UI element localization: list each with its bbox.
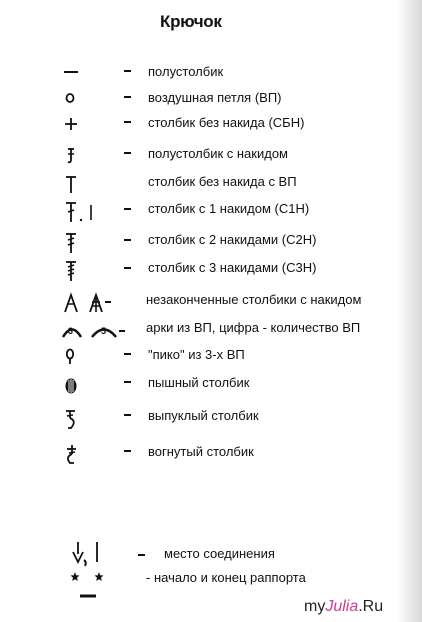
legend-row bbox=[0, 90, 422, 114]
footer-text: - начало и конец раппорта bbox=[146, 570, 306, 585]
legend-text: "пико" из 3-х ВП bbox=[148, 347, 245, 362]
legend-text: столбик с 1 накидом (С1Н) bbox=[148, 201, 310, 216]
picot-symbol-icon bbox=[62, 347, 116, 371]
separator-dash bbox=[124, 70, 131, 72]
legend-row bbox=[0, 201, 422, 225]
legend-text: незаконченные столбики с накидом bbox=[146, 292, 362, 307]
legend-row bbox=[0, 444, 422, 468]
legend-row bbox=[0, 347, 422, 371]
watermark-prefix: my bbox=[304, 598, 326, 615]
separator-dash bbox=[124, 121, 131, 123]
legend-row bbox=[0, 375, 422, 399]
separator-dash bbox=[124, 414, 131, 416]
footer-row bbox=[0, 540, 422, 564]
legend-row bbox=[0, 232, 422, 256]
separator-dash bbox=[124, 267, 131, 269]
arch-count-3: 3 bbox=[68, 326, 74, 336]
legend-row bbox=[0, 260, 422, 284]
back-post-symbol-icon bbox=[62, 444, 116, 468]
unfinished-stitch-symbol-icon bbox=[62, 292, 116, 316]
separator-dash bbox=[124, 381, 131, 383]
tr-symbol-icon bbox=[62, 232, 116, 256]
repeat-marks-symbol-icon bbox=[70, 570, 120, 604]
hook-t-symbol-icon bbox=[62, 146, 116, 170]
dtr-symbol-icon bbox=[62, 260, 116, 284]
footer-text: место соединения bbox=[164, 546, 275, 561]
watermark-accent: Julia bbox=[325, 598, 359, 615]
dash-symbol-icon bbox=[62, 64, 116, 88]
legend-row bbox=[0, 115, 422, 139]
separator-dash bbox=[124, 450, 131, 452]
separator-dash bbox=[124, 96, 131, 98]
arch-symbol-icon bbox=[62, 320, 116, 344]
legend-text: столбик без накида (СБН) bbox=[148, 115, 305, 130]
separator-dash bbox=[124, 152, 131, 154]
plus-symbol-icon bbox=[62, 115, 116, 139]
arch-count-5: 5 bbox=[101, 326, 107, 336]
separator-dash bbox=[124, 208, 131, 210]
t-symbol-icon bbox=[62, 174, 116, 198]
legend-text: арки из ВП, цифра - количество ВП bbox=[146, 320, 361, 335]
join-point-symbol-icon bbox=[70, 540, 130, 568]
legend-row bbox=[0, 64, 422, 88]
legend-text: выпуклый столбик bbox=[148, 408, 259, 423]
legend-text: воздушная петля (ВП) bbox=[148, 90, 282, 105]
watermark-suffix: .Ru bbox=[358, 598, 384, 615]
legend-row bbox=[0, 146, 422, 170]
legend-text: полустолбик с накидом bbox=[148, 146, 288, 161]
legend-text: столбик с 2 накидами (С2Н) bbox=[148, 232, 317, 247]
legend-text: пышный столбик bbox=[148, 375, 250, 390]
legend-row bbox=[0, 292, 422, 316]
legend-text: вогнутый столбик bbox=[148, 444, 254, 459]
watermark-logo bbox=[304, 598, 383, 616]
page-title: Крючок bbox=[160, 12, 222, 31]
separator-dash bbox=[124, 239, 131, 241]
separator-dash bbox=[124, 353, 131, 355]
legend-text: столбик с 3 накидами (С3Н) bbox=[148, 260, 317, 275]
separator-dash bbox=[138, 554, 145, 556]
circle-symbol-icon bbox=[62, 90, 116, 114]
legend-text: столбик без накида с ВП bbox=[148, 174, 297, 189]
legend-row bbox=[0, 408, 422, 432]
legend-row bbox=[0, 174, 422, 198]
legend-text: полустолбик bbox=[148, 64, 224, 79]
dc-symbol-icon bbox=[62, 201, 116, 225]
puff-stitch-symbol-icon bbox=[62, 375, 116, 399]
front-post-symbol-icon bbox=[62, 408, 116, 432]
legend-row bbox=[0, 320, 422, 344]
